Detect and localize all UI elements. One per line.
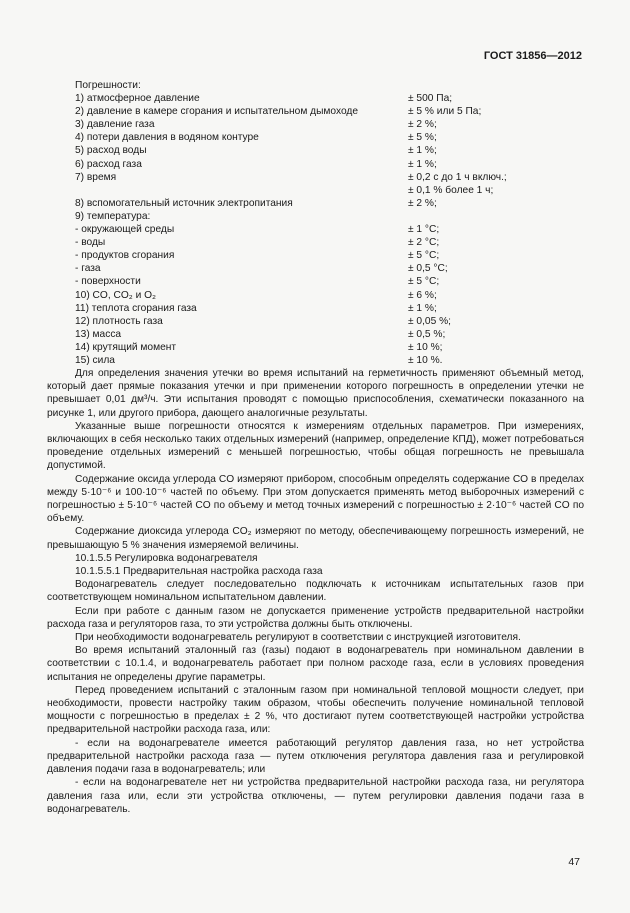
tolerance-row (75, 158, 515, 171)
tolerance-row (75, 354, 515, 367)
tolerance-row (75, 131, 515, 144)
tolerance-label: 12) плотность газа (75, 315, 163, 327)
tolerance-value: ± 1 %; (408, 158, 437, 170)
tolerance-row (75, 105, 515, 118)
tolerance-row (75, 289, 515, 302)
tolerance-label: - воды (75, 237, 106, 249)
tolerance-value: ± 1 %; (408, 145, 437, 157)
paragraph: Содержание диоксида углерода CO₂ измеряют по методу, обеспечивающему погрешность измерений, не превышающую 5 % значения измеряемой величины. (47, 526, 584, 551)
page-number: 47 (568, 856, 580, 868)
tolerance-value: ± 1 °С; (408, 224, 440, 236)
paragraph: Для определения значения утечки во время испытаний на герметичность применяют объемный метод, который дает прямые показания утечки и при применении которого погрешность в определении утечки не превышает 0,01 дм³/ч. Эти испытания проводят с помощью приспособления, схематически показанного на рисунке 1, или другого прибора, дающего аналогичные результаты. (47, 368, 584, 419)
tolerance-list (75, 79, 515, 367)
tolerance-label: - газа (75, 263, 101, 275)
paragraph: Водонагреватель следует последовательно подключать к источникам испытательных газов при соответствующем номинальном испытательном давлении. (47, 579, 584, 604)
tolerance-label: 15) сила (75, 354, 115, 366)
paragraph: - если на водонагревателе нет ни устройства предварительной настройки расхода газа, ни регулятора давления газа или, если эти устройства отключены, — путем регулировки давления подачи газа в водонагреватель. (47, 777, 584, 815)
document-header: ГОСТ 31856—2012 (483, 50, 582, 62)
tolerance-value: ± 5 % или 5 Па; (408, 106, 482, 118)
tolerance-value: ± 0,2 с до 1 ч включ.; (408, 171, 507, 183)
paragraph: 10.1.5.5.1 Предварительная настройка расхода газа (75, 566, 323, 578)
tolerance-row (75, 92, 515, 105)
tolerance-row (75, 341, 515, 354)
tolerance-label: 3) давление газа (75, 119, 155, 131)
tolerance-value: ± 10 %; (408, 341, 443, 353)
paragraph: Содержание оксида углерода CO измеряют прибором, способным определять содержание CO в пределах между 5·10⁻⁶ и 100·10⁻⁶ частей по объему. При этом допускается применять метод выборочных измерений с погрешностью ± 5·10⁻⁶ частей CO по объему и метод точных измерений с погрешностью ± 2·10⁻⁶ частей CO по объему. (47, 473, 584, 525)
tolerance-row (75, 210, 515, 223)
tolerance-value: ± 2 %; (408, 197, 437, 209)
tolerance-label: 7) время (75, 171, 117, 183)
tolerance-label: 2) давление в камере сгорания и испытательном дымоходе (75, 106, 359, 118)
tolerance-value: ± 0,5 °С; (408, 263, 448, 275)
paragraph: Перед проведением испытаний с эталонным газом при номинальной тепловой мощности следует, при необходимости, провести настройку таким образом, чтобы обеспечить получение номинальной тепловой мощности с погрешностью в пределах ± 2 %, что достигают путем соответствующей настройки устройства предварительной настройки расхода газа, или: (47, 684, 584, 736)
tolerance-row (75, 184, 515, 197)
tolerance-row (75, 171, 515, 184)
tolerance-label: 4) потери давления в водяном контуре (75, 132, 259, 144)
tolerance-label: 5) расход воды (75, 145, 147, 157)
tolerance-row (75, 197, 515, 210)
tolerance-label: 9) температура: (75, 210, 151, 222)
tolerance-value: ± 5 °С; (408, 250, 440, 262)
tolerance-label: 11) теплота сгорания газа (75, 302, 197, 314)
tolerance-value: ± 10 %. (408, 354, 443, 366)
tolerance-label: 10) CO, CO₂ и O₂ (75, 289, 156, 301)
intro-text: Погрешности: (75, 80, 141, 91)
paragraph: Если при работе с данным газом не допускается применение устройств предварительной настройки расхода газа и регуляторов газа, то эти устройства должны быть отключены. (47, 605, 584, 630)
tolerance-value: ± 1 %; (408, 302, 437, 314)
tolerance-row (75, 315, 515, 328)
tolerance-label: - окружающей среды (75, 224, 175, 236)
tolerance-value: ± 0,05 %; (408, 315, 451, 327)
tolerance-value: ± 5 %; (408, 132, 437, 144)
tolerance-row (75, 302, 515, 315)
tolerance-label: 13) масса (75, 328, 122, 340)
tolerance-row (75, 236, 515, 249)
paragraph: Во время испытаний эталонный газ (газы) подают в водонагреватель при номинальном давлении в соответствии с 10.1.4, и водонагреватель работает при полном расходе газа, если в условиях проведения испытания не определены другие параметры. (47, 645, 584, 683)
tolerance-value: ± 2 %; (408, 119, 437, 131)
tolerance-label: 6) расход газа (75, 158, 142, 170)
tolerance-label: 14) крутящий момент (75, 341, 177, 353)
tolerance-row (75, 144, 515, 157)
tolerance-value: ± 6 %; (408, 289, 437, 301)
paragraph: При необходимости водонагреватель регулируют в соответствии с инструкцией изготовителя. (75, 632, 521, 644)
paragraph: - если на водонагревателе имеется работающий регулятор давления газа, но нет устройства предварительной настройки расхода газа — путем отключения регулятора давления газа и регулировкой давления подачи газа в водонагреватель; или (47, 737, 584, 776)
tolerance-label: - поверхности (75, 276, 141, 288)
tolerance-label: 1) атмосферное давление (75, 93, 200, 105)
body-text (47, 367, 584, 816)
tolerance-value: ± 5 °С; (408, 276, 440, 288)
tolerance-value: ± 2 °С; (408, 237, 440, 249)
tolerance-row (75, 328, 515, 341)
tolerance-row (75, 275, 515, 288)
tolerance-row (75, 118, 515, 131)
tolerance-value: ± 500 Па; (408, 93, 453, 105)
tolerance-value: ± 0,1 % более 1 ч; (408, 184, 494, 196)
tolerance-row (75, 223, 515, 236)
paragraph: Указанные выше погрешности относятся к измерениям отдельных параметров. При измерениях, включающих в себя несколько таких отдельных измерений (например, определение КПД), может потребоваться проведение отдельных измерений с меньшей погрешностью, чтобы общая погрешность не превышала допустимой. (47, 420, 584, 472)
tolerance-value: ± 0,5 %; (408, 328, 446, 340)
tolerance-label: - продуктов сгорания (75, 250, 175, 262)
paragraph: 10.1.5.5 Регулировка водонагревателя (75, 552, 258, 564)
tolerance-intro (75, 79, 515, 92)
tolerance-label: 8) вспомогательный источник электропитания (75, 197, 293, 209)
tolerance-row (75, 262, 515, 275)
tolerance-row (75, 249, 515, 262)
